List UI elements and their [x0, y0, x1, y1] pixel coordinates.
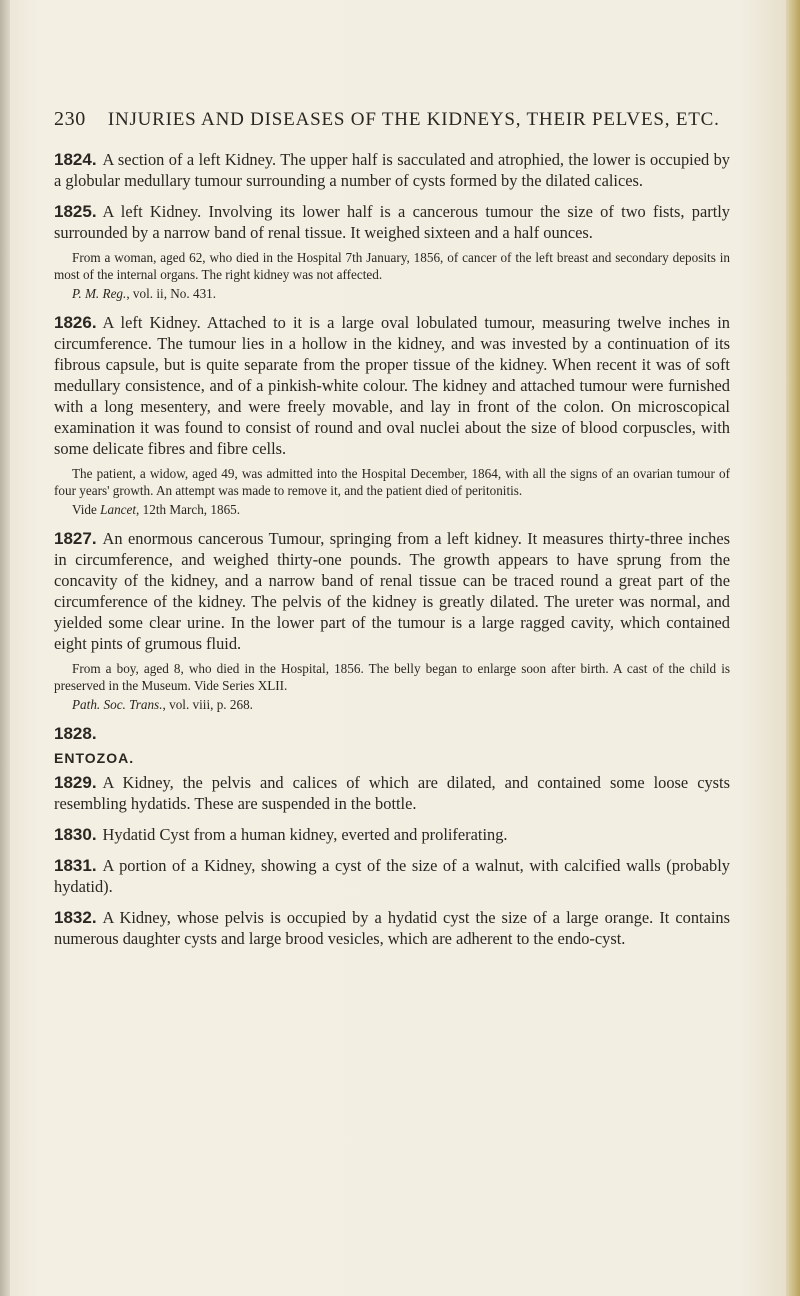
- case-note: From a woman, aged 62, who died in the Hospital 7th January, 1856, of cancer of the left breast and secondary deposits in most of the internal organs. The right kidney was not affected.: [54, 250, 730, 282]
- entry-text: An enormous cancerous Tumour, springing from a left kidney. It measures thirty-three inches in circumference, and weighed thirty-one pounds. The growth appears to have sprung from the concavity of the kidney, and a narrow band of renal tissue can be traced round a great part of the circumference of the kidney. The pelvis of the kidney is greatly dilated. The ureter was normal, and yielded some clear urine. In the lower part of the tumour is a large ragged cavity, which contained eight pints of grumous fluid.: [54, 529, 730, 653]
- catalogue-entry: [54, 312, 730, 459]
- catalogue-entry: [54, 528, 730, 654]
- catalogue-entry: [54, 149, 730, 191]
- entry-text: A section of a left Kidney. The upper half is sacculated and atrophied, the lower is occupied by a globular medullary tumour surrounding a number of cysts formed by the dilated calices.: [54, 150, 730, 190]
- page-header: [54, 108, 730, 131]
- case-note: The patient, a widow, aged 49, was admitted into the Hospital December, 1864, with all the signs of an ovarian tumour of four years' growth. An attempt was made to remove it, and the patient died of peritonitis.: [54, 466, 730, 498]
- entry-text: A left Kidney. Attached to it is a large oval lobulated tumour, measuring twelve inches in circumference. The tumour lies in a hollow in the kidney, and was invested by a continuation of its fibrous capsule, but is quite separate from the proper tissue of the kidney. When recent it was of soft medullary consistence, and of a pinkish-white colour. The kidney and attached tumour were furnished with a long mesentery, and were freely movable, and lay in front of the colon. On microscopical examination it was found to consist of round and oval nuclei about the size of blood corpuscles, with some delicate fibres and fibre cells.: [54, 313, 730, 458]
- reference: [72, 696, 730, 713]
- reference-detail: , vol. ii, No. 431.: [126, 286, 217, 301]
- page-content: [54, 108, 730, 959]
- entry-text: Hydatid Cyst from a human kidney, everted and proliferating.: [102, 825, 508, 844]
- section-subheading: ENTOZOA.: [54, 750, 135, 766]
- case-note: From a boy, aged 8, who died in the Hospital, 1856. The belly began to enlarge soon after birth. A cast of the child is preserved in the Museum. Vide Series XLII.: [54, 661, 730, 693]
- catalogue-entry: [54, 201, 730, 243]
- entry-number: 1832.: [54, 908, 97, 927]
- reference-source: P. M. Reg.: [72, 286, 127, 301]
- entry-text: A Kidney, the pelvis and calices of which are dilated, and contained some loose cysts resembling hydatids. These are suspended in the bottle.: [54, 773, 730, 813]
- reference-detail: , vol. viii, p. 268.: [162, 697, 253, 712]
- entry-number: 1829.: [54, 773, 97, 792]
- catalogue-entry: [54, 907, 730, 949]
- page-right-edge: [786, 0, 800, 1296]
- entry-number: 1830.: [54, 825, 97, 844]
- reference-detail: , 12th March, 1865.: [136, 502, 241, 517]
- page-number: 230: [54, 108, 86, 130]
- reference: [72, 501, 730, 518]
- entry-number: 1827.: [54, 529, 97, 548]
- entry-number: 1825.: [54, 202, 97, 221]
- reference-source: Path. Soc. Trans.: [72, 697, 163, 712]
- entry-text: A left Kidney. Involving its lower half is a cancerous tumour the size of two fists, partly surrounded by a narrow band of renal tissue. It weighed sixteen and a half ounces.: [54, 202, 730, 242]
- entry-number: 1824.: [54, 150, 97, 169]
- catalogue-entry: [54, 855, 730, 897]
- reference: [72, 285, 730, 302]
- reference-prefix: Vide: [72, 502, 101, 517]
- catalogue-entry: [54, 723, 730, 744]
- entry-text: A portion of a Kidney, showing a cyst of the size of a walnut, with calcified walls (probably hydatid).: [54, 856, 730, 896]
- entry-number: 1831.: [54, 856, 97, 875]
- entry-number: 1826.: [54, 313, 97, 332]
- catalogue-entry: [54, 772, 730, 814]
- catalogue-entry: [54, 824, 730, 845]
- page-left-edge: [0, 0, 10, 1296]
- reference-source: Lancet: [100, 502, 137, 517]
- running-head: INJURIES AND DISEASES OF THE KIDNEYS, THEIR PELVES, ETC.: [107, 109, 720, 130]
- entry-number: 1828.: [54, 724, 97, 743]
- entry-text: A Kidney, whose pelvis is occupied by a hydatid cyst the size of a large orange. It contains numerous daughter cysts and large brood vesicles, which are adherent to the endo-cyst.: [54, 908, 730, 948]
